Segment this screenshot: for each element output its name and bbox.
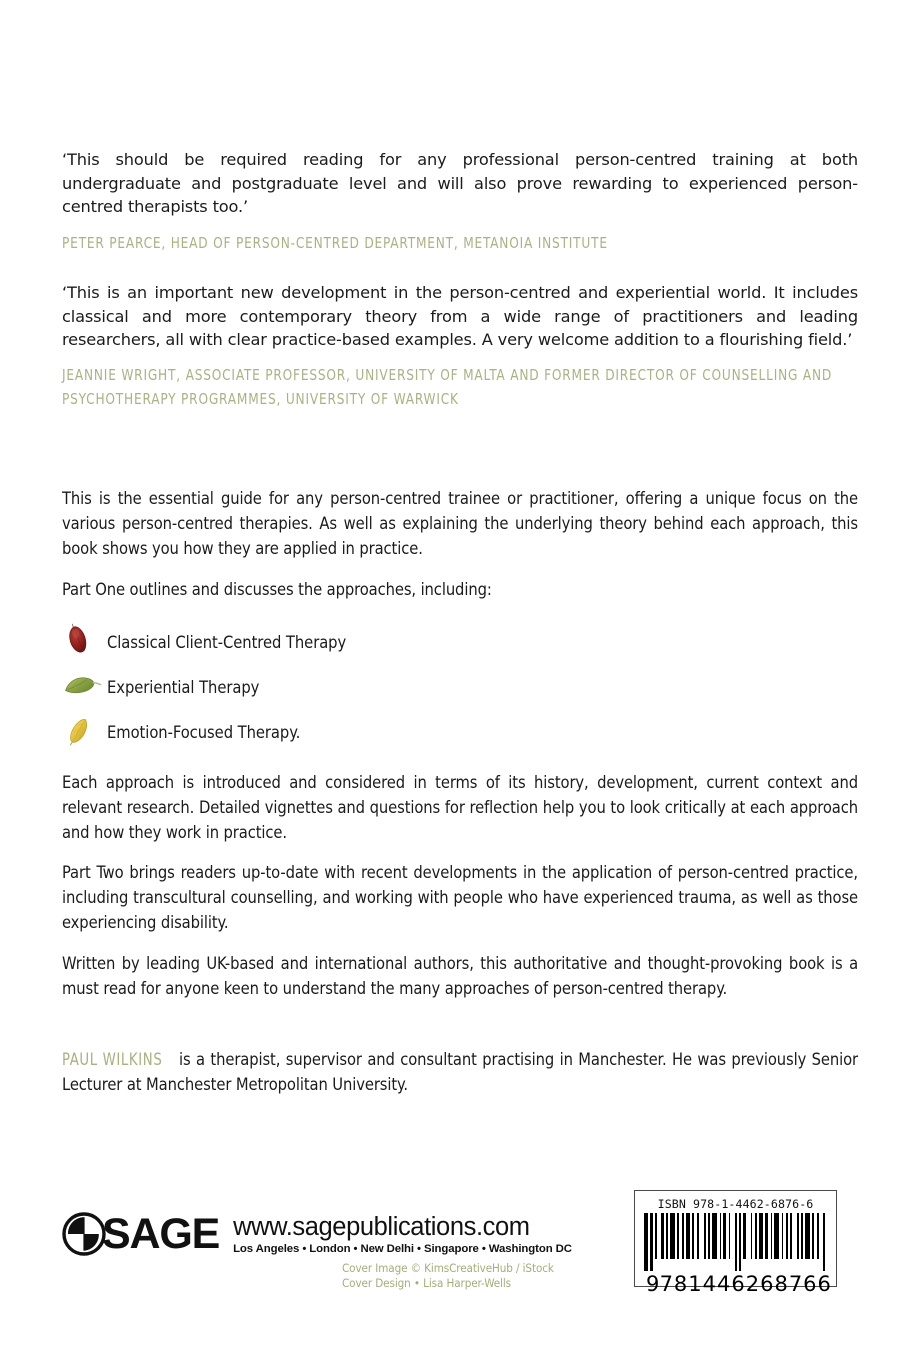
cover-credits [342, 1261, 554, 1290]
publisher-block [62, 1212, 572, 1257]
endorsement-attribution-1-wrapper [62, 231, 897, 255]
barcode-group-left: 781446 [659, 1272, 746, 1296]
endorsement-quote-2: ‘This is an important new development in the person-centred and experiential world. It includes classical and more contemporary theory from a wide range of practitioners and leading researchers, all with clear practice-based examples. A very welcome addition to a flourishing field.’ [62, 283, 858, 349]
blurb-written-by: Written by leading UK-based and international authors, this authoritative and thought-provoking book is a must read for anyone keen to understand the many approaches of person-centred therapy. [62, 954, 858, 998]
blurb-part-two: Part Two brings readers up-to-date with recent developments in the application of person-centred practice, including transcultural counselling, and working with people who have experienced trauma, as well as those experiencing disability. [62, 863, 858, 932]
yellow-leaf-icon [62, 713, 106, 753]
isbn-label: ISBN 978-1-4462-6876-6 [657, 1197, 814, 1211]
blurb-part-one-lead: Part One outlines and discusses the approaches, including: [62, 580, 492, 599]
publisher-url[interactable]: www.sagepublications.com [233, 1213, 530, 1241]
barcode-lead-digit: 9 [646, 1272, 660, 1296]
publisher-details [233, 1212, 572, 1257]
cover-design-credit: Cover Design • Lisa Harper-Wells [342, 1275, 511, 1290]
list-item [62, 620, 662, 665]
list-item-label: Classical Client-Centred Therapy [107, 633, 347, 652]
sage-wordmark: SAGE [102, 1210, 220, 1258]
barcode-digits [644, 1272, 832, 1296]
sage-circle-s-icon [62, 1212, 106, 1256]
author-name: PAUL WILKINS [62, 1050, 163, 1069]
sage-logo [62, 1212, 219, 1256]
cover-image-credit: Cover Image © KimsCreativeHub / iStock [342, 1261, 554, 1275]
list-item-label: Experiential Therapy [107, 678, 260, 697]
list-item [62, 710, 662, 755]
endorsement-attribution-1: PETER PEARCE, HEAD OF PERSON-CENTRED DEPARTMENT, METANOIA INSTITUTE [62, 234, 608, 252]
list-item [62, 665, 662, 710]
red-leaf-icon [62, 623, 106, 663]
blurb-intro: This is the essential guide for any person-centred trainee or practitioner, offering a unique focus on the various person-centred therapies. As well as explaining the underlying theory behind each approach, this book shows you how they are applied in practice. [62, 489, 858, 558]
endorsement-attribution-2-wrapper [62, 363, 897, 411]
approaches-list [62, 620, 662, 755]
author-bio-text: is a therapist, supervisor and consultant practising in Manchester. He was previously Senior Lecturer at Manchester Metropolitan University. [62, 1050, 858, 1094]
endorsement-attribution-2: JEANNIE WRIGHT, ASSOCIATE PROFESSOR, UNIVERSITY OF MALTA AND FORMER DIRECTOR OF COUNSELLING AND PSYCHOTHERAPY PROGRAMMES, UNIVERSITY OF WARWICK [62, 366, 833, 408]
isbn-barcode [634, 1190, 837, 1296]
green-leaf-icon [62, 668, 106, 708]
endorsement-quote-1: ‘This should be required reading for any professional person-centred training at both undergraduate and postgraduate level and will also prove rewarding to experienced person-centred therapists too.’ [62, 150, 858, 216]
author-bio [62, 1048, 858, 1098]
publisher-cities: Los Angeles • London • New Delhi • Singapore • Washington DC [233, 1243, 572, 1255]
barcode-bars [644, 1213, 827, 1259]
list-item-label: Emotion-Focused Therapy. [107, 723, 301, 742]
barcode-group-right: 268766 [745, 1272, 832, 1296]
blurb-each-approach: Each approach is introduced and considered in terms of its history, development, current context and relevant research. Detailed vignettes and questions for reflection help you to look critically at each approach and how they work in practice. [62, 773, 858, 842]
barcode-bar [825, 1213, 827, 1259]
